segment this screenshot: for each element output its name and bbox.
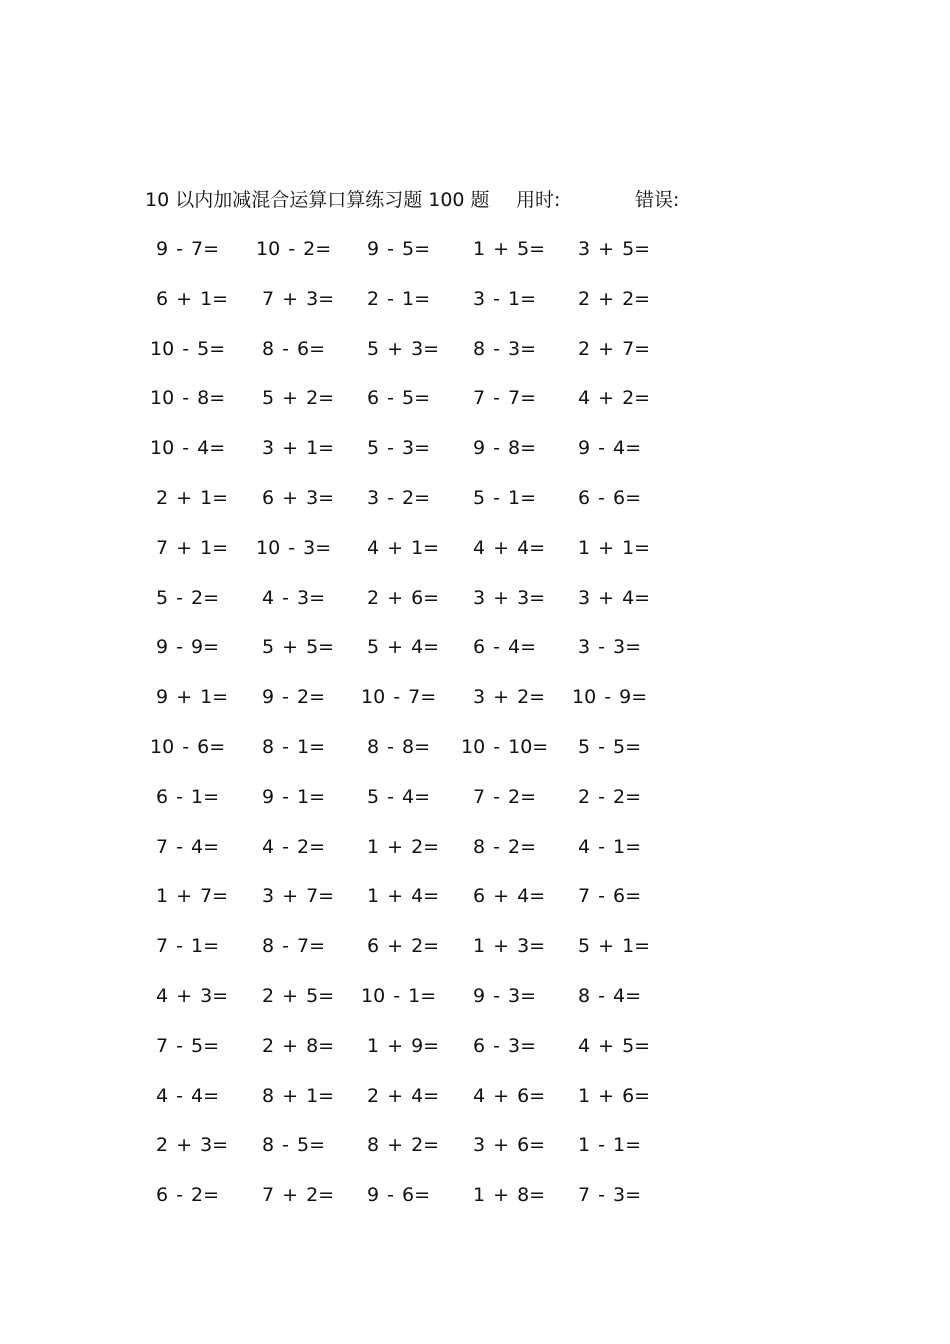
math-problem: 5 + 3= (367, 337, 440, 360)
math-problem: 9 - 1= (262, 785, 326, 808)
math-problem: 10 - 3= (256, 536, 332, 559)
math-problem: 4 - 4= (156, 1084, 220, 1107)
problem-row (0, 1130, 950, 1160)
math-problem: 6 + 4= (473, 885, 546, 908)
math-problem: 1 + 3= (473, 935, 546, 958)
math-problem: 1 + 2= (367, 835, 440, 858)
math-problem: 10 - 7= (361, 686, 437, 709)
math-problem: 8 + 2= (367, 1134, 440, 1157)
problem-row (0, 782, 950, 812)
problem-row (0, 1031, 950, 1061)
math-problem: 1 + 1= (578, 536, 651, 559)
math-problem: 10 - 6= (150, 736, 226, 758)
math-problem: 9 - 7= (156, 238, 220, 260)
problem-row (0, 284, 950, 314)
math-problem: 4 + 6= (473, 1084, 546, 1107)
math-problem: 1 - 1= (578, 1134, 642, 1157)
math-problem: 4 + 2= (578, 387, 651, 410)
math-problem: 6 - 3= (473, 1034, 537, 1057)
math-problem: 9 - 3= (473, 985, 537, 1007)
math-problem: 8 - 6= (262, 337, 326, 360)
math-problem: 10 - 4= (150, 437, 226, 460)
worksheet-title: 10 以内加减混合运算口算练习题 100 题 (145, 189, 490, 211)
math-problem: 6 - 5= (367, 387, 431, 410)
math-problem: 9 - 2= (262, 686, 326, 709)
math-problem: 5 - 4= (367, 785, 431, 808)
problem-row (0, 931, 950, 961)
math-problem: 4 - 2= (262, 835, 326, 858)
math-problem: 6 + 2= (367, 935, 440, 958)
math-problem: 2 + 4= (367, 1084, 440, 1107)
math-problem: 8 + 1= (262, 1084, 335, 1107)
math-problem: 5 - 2= (156, 586, 220, 609)
math-problem: 6 + 1= (156, 287, 229, 310)
math-problem: 9 - 6= (367, 1184, 431, 1207)
problem-row (0, 383, 950, 413)
math-problem: 2 + 2= (578, 287, 651, 310)
math-problem: 9 - 8= (473, 437, 537, 460)
math-problem: 5 + 2= (262, 387, 335, 410)
problem-row (0, 1081, 950, 1111)
math-problem: 4 + 5= (578, 1034, 651, 1057)
math-problem: 7 - 2= (473, 785, 537, 808)
math-problem: 1 + 5= (473, 238, 546, 260)
math-problem: 10 - 10= (461, 736, 549, 758)
math-problem: 1 + 6= (578, 1084, 651, 1107)
math-problem: 9 - 9= (156, 636, 220, 659)
math-problem: 7 + 2= (262, 1184, 335, 1207)
problem-row (0, 632, 950, 662)
math-problem: 9 - 4= (578, 437, 642, 460)
math-problem: 4 - 3= (262, 586, 326, 609)
math-problem: 3 - 2= (367, 487, 431, 509)
math-problem: 2 + 1= (156, 487, 229, 509)
math-problem: 5 - 5= (578, 736, 642, 758)
math-problem: 4 - 1= (578, 835, 642, 858)
math-problem: 8 - 4= (578, 985, 642, 1007)
math-problem: 9 + 1= (156, 686, 229, 709)
math-problem: 6 - 4= (473, 636, 537, 659)
math-problem: 1 + 4= (367, 885, 440, 908)
math-problem: 5 + 5= (262, 636, 335, 659)
problem-row (0, 832, 950, 862)
errors-label: 错误: (635, 189, 680, 211)
math-problem: 7 - 5= (156, 1034, 220, 1057)
problem-row (0, 433, 950, 463)
math-problem: 9 - 5= (367, 238, 431, 260)
problem-row (0, 1180, 950, 1210)
problem-row (0, 583, 950, 613)
math-problem: 10 - 1= (361, 985, 437, 1007)
math-problem: 3 + 3= (473, 586, 546, 609)
math-problem: 2 + 5= (262, 985, 335, 1007)
math-problem: 4 + 3= (156, 985, 229, 1007)
math-problem: 8 - 3= (473, 337, 537, 360)
math-problem: 4 + 1= (367, 536, 440, 559)
math-problem: 8 - 8= (367, 736, 431, 758)
math-problem: 7 - 4= (156, 835, 220, 858)
math-problem: 1 + 7= (156, 885, 229, 908)
problem-row (0, 533, 950, 563)
problem-row (0, 483, 950, 513)
time-label: 用时: (516, 189, 561, 211)
math-problem: 7 - 6= (578, 885, 642, 908)
problem-row (0, 981, 950, 1011)
math-problem: 5 + 1= (578, 935, 651, 958)
problem-row (0, 881, 950, 911)
math-problem: 7 + 3= (262, 287, 335, 310)
math-problem: 4 + 4= (473, 536, 546, 559)
math-problem: 1 + 9= (367, 1034, 440, 1057)
problem-row (0, 334, 950, 364)
math-problem: 7 + 1= (156, 536, 229, 559)
math-problem: 3 + 1= (262, 437, 335, 460)
math-problem: 2 - 1= (367, 287, 431, 310)
math-problem: 10 - 2= (256, 238, 332, 260)
math-problem: 1 + 8= (473, 1184, 546, 1207)
math-problem: 6 + 3= (262, 487, 335, 509)
math-problem: 3 + 6= (473, 1134, 546, 1157)
math-problem: 3 + 4= (578, 586, 651, 609)
math-problem: 10 - 5= (150, 337, 226, 360)
math-problem: 8 - 5= (262, 1134, 326, 1157)
math-problem: 6 - 1= (156, 785, 220, 808)
problem-row (0, 732, 950, 762)
math-problem: 2 - 2= (578, 785, 642, 808)
math-problem: 3 + 5= (578, 238, 651, 260)
math-problem: 3 + 2= (473, 686, 546, 709)
math-problem: 3 - 3= (578, 636, 642, 659)
math-problem: 7 - 3= (578, 1184, 642, 1207)
math-problem: 5 - 1= (473, 487, 537, 509)
math-problem: 3 - 1= (473, 287, 537, 310)
math-problem: 2 + 8= (262, 1034, 335, 1057)
math-problem: 5 - 3= (367, 437, 431, 460)
math-problem: 8 - 7= (262, 935, 326, 958)
math-problem: 5 + 4= (367, 636, 440, 659)
math-problem: 7 - 1= (156, 935, 220, 958)
math-problem: 2 + 6= (367, 586, 440, 609)
math-problem: 2 + 3= (156, 1134, 229, 1157)
math-problem: 8 - 2= (473, 835, 537, 858)
math-problem: 3 + 7= (262, 885, 335, 908)
problem-row (0, 234, 950, 264)
math-problem: 2 + 7= (578, 337, 651, 360)
math-problem: 6 - 6= (578, 487, 642, 509)
math-problem: 6 - 2= (156, 1184, 220, 1207)
problem-row (0, 682, 950, 712)
math-problem: 10 - 9= (572, 686, 648, 709)
math-problem: 8 - 1= (262, 736, 326, 758)
math-problem: 10 - 8= (150, 387, 226, 410)
math-problem: 7 - 7= (473, 387, 537, 410)
